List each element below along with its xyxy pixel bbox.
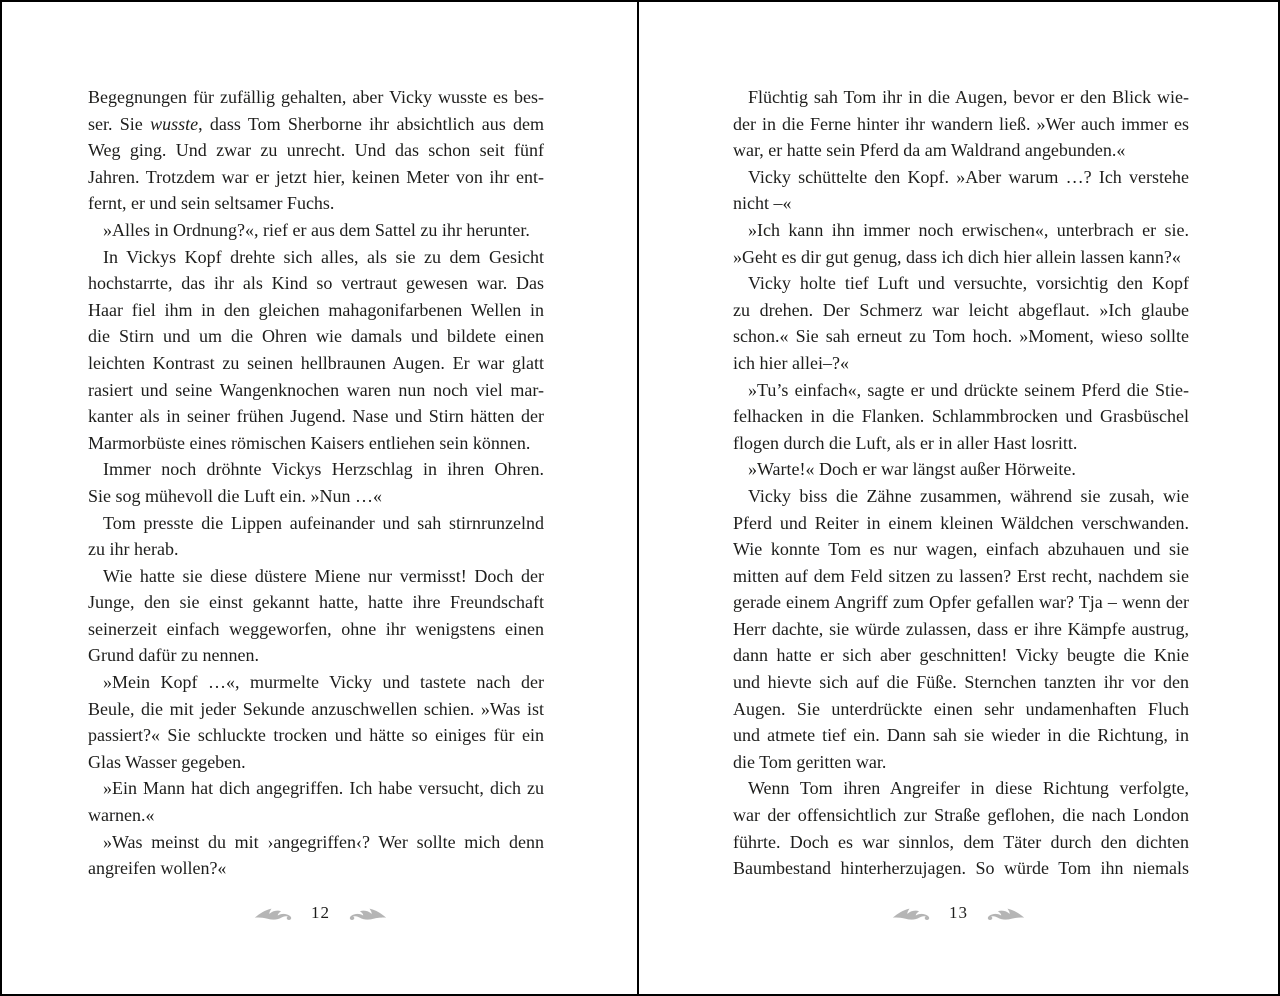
text-line: war, er hatte sein Pferd da am Waldrand angebunden.« (733, 140, 1126, 161)
text-line: Vicky holte tief Luft und versuchte, vorsichtig den Kopf (748, 273, 1189, 294)
flourish-ornament-icon (347, 906, 387, 921)
text-line: Marmorbüste eines römischen Kaisers entliehen sein können. (88, 432, 531, 453)
text-line: passiert?« Sie schluckte trocken und hätte so einiges für ein (88, 725, 544, 746)
page-number: 13 (949, 903, 968, 922)
text-line: die Stirn und um die Ohren wie damals und bildete einen (88, 326, 544, 347)
page-footer (2, 900, 639, 926)
text-line: leichten Kontrast zu seinen hellbraunen Augen. Er war glatt (88, 352, 544, 373)
text-line: »Was meinst du mit ›angegriffen‹? Wer sollte mich denn (103, 831, 544, 852)
text-line: Begegnungen für zufällig gehalten, aber Vicky wusste es bes- (88, 87, 544, 107)
page-text (733, 84, 1189, 882)
text-line: »Mein Kopf …«, murmelte Vicky und tastete nach der (103, 672, 544, 693)
text-line: warnen.« (88, 805, 155, 826)
text-line: Jahren. Trotzdem war er jetzt hier, keinen Meter von ihr ent- (88, 166, 544, 187)
text-line: Weg ging. Und zwar zu unrecht. Und das schon seit fünf (88, 140, 544, 161)
text-line: Haar fiel ihm in den gleichen mahagonifarbenen Wellen in (88, 299, 544, 320)
text-line: ser. Sie wusste, dass Tom Sherborne ihr absichtlich aus dem (88, 113, 544, 134)
text-line: schon.« Sie sah erneut zu Tom hoch. »Moment, wieso sollte (733, 326, 1189, 347)
text-line: fernt, er und sein seltsamer Fuchs. (88, 193, 335, 214)
page-left (2, 2, 639, 994)
text-line: Vicky schüttelte den Kopf. »Aber warum …? Ich verstehe (748, 166, 1189, 187)
text-line: dann hatte er sich aber geschnitten! Vicky beugte die Knie (733, 645, 1189, 666)
text-line: Wenn Tom ihren Angreifer in diese Richtung verfolgte, (748, 778, 1189, 799)
text-line: zu drehen. Der Schmerz war leicht abgeflaut. »Ich glaube (733, 299, 1189, 320)
text-line: Herr dachte, sie würde zulassen, dass er ihre Kämpfe austrug, (733, 618, 1189, 639)
text-line: war der offensichtlich zur Straße geflohen, die nach London (733, 805, 1189, 826)
text-line: flogen durch die Luft, als er in aller Hast losritt. (733, 432, 1078, 453)
text-line: »Ich kann ihn immer noch erwischen«, unterbrach er sie. (748, 219, 1189, 240)
text-line: und atmete tief ein. Dann sah sie wieder in die Richtung, in (733, 725, 1189, 746)
flourish-ornament-icon (254, 906, 294, 921)
text-line: angreifen wollen?« (88, 858, 227, 879)
flourish-ornament-icon (985, 906, 1025, 921)
text-line: kanter als in seiner frühen Jugend. Nase und Stirn hätten der (88, 406, 544, 427)
text-line: rasiert und seine Wangenknochen waren nun noch viel mar- (88, 379, 544, 400)
text-line: und hievte sich auf die Füße. Sternchen tanzten ihr vor den (733, 672, 1189, 693)
text-line: Sie sog mühevoll die Luft ein. »Nun …« (88, 485, 382, 506)
text-line: gerade einem Angriff zum Opfer gefallen war? Tja – wenn der (733, 592, 1189, 613)
text-line: hochstarrte, das ihr als Kind so vertraut gewesen war. Das (88, 273, 544, 294)
text-line: Pferd und Reiter in einem kleinen Wäldchen verschwanden. (733, 512, 1189, 533)
text-line: zu ihr herab. (88, 539, 179, 560)
text-line: Augen. Sie unterdrückte einen sehr undamenhaften Fluch (733, 698, 1189, 719)
page-number: 12 (311, 903, 330, 922)
text-line: die Tom geritten war. (733, 751, 887, 772)
text-line: Glas Wasser gegeben. (88, 751, 246, 772)
text-line: Vicky biss die Zähne zusammen, während sie zusah, wie (748, 485, 1189, 506)
text-line: Grund dafür zu nennen. (88, 645, 259, 666)
text-line: Wie hatte sie diese düstere Miene nur vermisst! Doch der (103, 565, 544, 586)
text-line: ich hier allei–?« (733, 352, 849, 373)
text-line: »Ein Mann hat dich angegriffen. Ich habe versucht, dich zu (103, 778, 544, 799)
text-line: Wie konnte Tom es nur wagen, einfach abzuhauen und sie (733, 539, 1189, 560)
text-line: der in die Ferne hinter ihr wandern ließ. »Wer auch immer es (733, 113, 1189, 134)
page-right (639, 2, 1278, 994)
text-line: »Geht es dir gut genug, dass ich dich hier allein lassen kann?« (733, 246, 1181, 267)
text-line: »Alles in Ordnung?«, rief er aus dem Sattel zu ihr herunter. (103, 219, 530, 240)
text-line: In Vickys Kopf drehte sich alles, als sie zu dem Gesicht (103, 246, 544, 267)
text-line: »Warte!« Doch er war längst außer Hörweite. (748, 459, 1076, 480)
text-line: »Tu’s einfach«, sagte er und drückte seinem Pferd die Stie- (748, 379, 1189, 400)
flourish-ornament-icon (892, 906, 932, 921)
text-line: Junge, den sie einst gekannt hatte, hatte ihre Freundschaft (88, 592, 544, 613)
text-line: Flüchtig sah Tom ihr in die Augen, bevor er den Blick wie- (748, 87, 1189, 107)
page-text (88, 84, 544, 882)
page-footer (639, 900, 1278, 926)
text-line: Beule, die mit jeder Sekunde anzuschwellen schien. »Was ist (88, 698, 544, 719)
text-line: führte. Doch es war sinnlos, dem Täter durch den dichten (733, 831, 1189, 852)
text-line: felhacken in die Flanken. Schlammbrocken und Grasbüschel (733, 406, 1189, 427)
text-line: Immer noch dröhnte Vickys Herzschlag in ihren Ohren. (103, 459, 544, 480)
text-line: Tom presste die Lippen aufeinander und sah stirnrunzelnd (103, 512, 544, 533)
text-line: seinerzeit einfach weggeworfen, ohne ihr wenigstens einen (88, 618, 544, 639)
text-line: nicht –« (733, 193, 792, 214)
text-line: Baumbestand hinterherzujagen. So würde Tom ihn niemals (733, 858, 1189, 879)
text-line: mitten auf dem Feld sitzen zu lassen? Erst recht, nachdem sie (733, 565, 1189, 586)
